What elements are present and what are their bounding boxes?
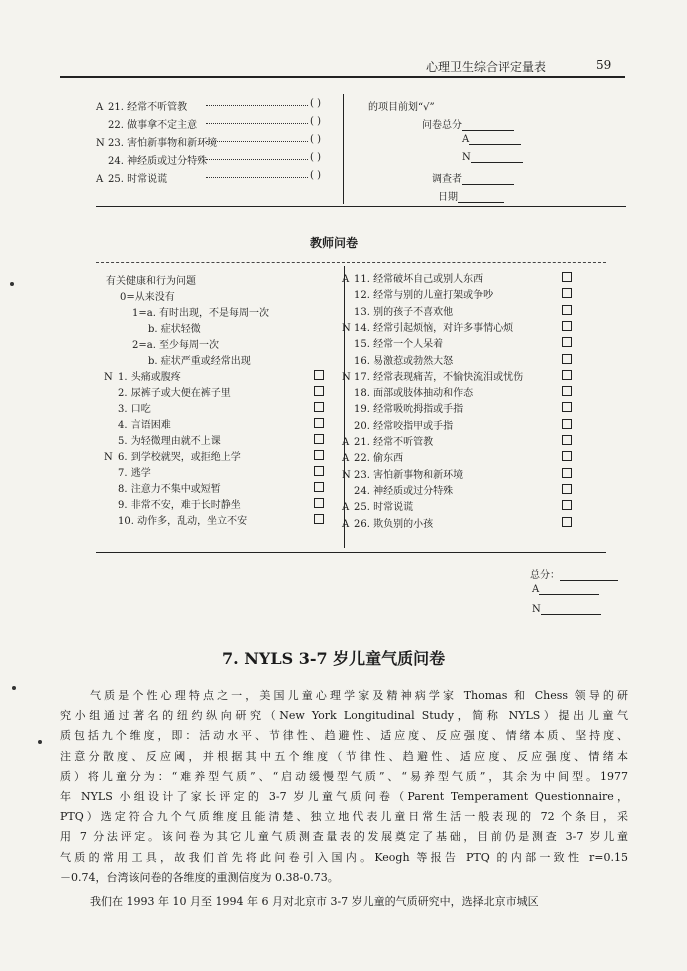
teacher-item — [342, 384, 473, 399]
instruction-text: 的项目前划“√” — [368, 102, 435, 113]
item-text: 神经质或过分特殊 — [373, 485, 454, 497]
answer-checkbox[interactable] — [562, 500, 572, 510]
item-text: 到学校就哭，或拒绝上学 — [130, 452, 241, 463]
teacher-questionnaire-table — [96, 262, 606, 554]
dimension-code: A — [96, 174, 104, 185]
answer-checkbox[interactable] — [562, 386, 572, 396]
item-number: 1. — [118, 372, 128, 383]
item-number: 17. — [354, 371, 370, 383]
item-text: 口吃 — [130, 404, 151, 415]
dimension-code: A — [96, 102, 104, 113]
item-number: 19. — [354, 404, 370, 416]
item-number: 15. — [354, 339, 370, 351]
teacher-item — [342, 286, 493, 301]
legend-score-2a: 2=a. 至少每周一次 — [132, 340, 220, 351]
teacher-item — [342, 352, 453, 367]
item-number: 9. — [118, 500, 128, 511]
item-text: 神经质或过分特殊 — [127, 156, 208, 167]
teacher-item — [342, 319, 513, 334]
dimension-code: A — [342, 274, 350, 285]
item-number: 6. — [118, 452, 128, 463]
answer-checkbox[interactable] — [314, 482, 324, 492]
margin-speck — [38, 740, 42, 744]
teacher-item — [342, 498, 413, 513]
item-number: 24. — [354, 485, 370, 497]
answer-checkbox[interactable] — [562, 370, 572, 380]
teacher-item — [342, 400, 463, 415]
teacher-a-field[interactable] — [532, 584, 599, 595]
item-text: 时常说谎 — [127, 174, 168, 185]
dimension-code: A — [342, 437, 350, 448]
item-number: 2. — [118, 388, 128, 399]
teacher-item — [104, 432, 221, 447]
body-text-line: －0.74，台湾该问卷的各维度的重测信度为 0.38-0.73。 — [60, 870, 339, 884]
teacher-item — [104, 464, 151, 479]
item-number: 22. — [354, 453, 370, 465]
item-text: 经常引起烦恼，对许多事情心烦 — [373, 322, 514, 334]
item-number: 18. — [354, 388, 370, 400]
teacher-item — [342, 449, 403, 464]
item-text: 做事拿不定主意 — [127, 120, 198, 131]
item-text: 言语困难 — [130, 420, 171, 431]
teacher-item — [104, 368, 181, 383]
answer-checkbox[interactable] — [562, 288, 572, 298]
leader-dots — [206, 177, 308, 178]
dimension-code: N — [96, 138, 105, 149]
margin-speck — [12, 686, 16, 690]
legend-heading: 有关健康和行为问题 — [106, 276, 196, 287]
item-text: 易激惹或勃然大怒 — [373, 355, 454, 367]
dimension-code: N — [342, 371, 351, 383]
item-text: 害怕新事物和新环境 — [373, 469, 464, 481]
tail-item — [96, 170, 336, 185]
item-number: 24. — [108, 156, 124, 167]
teacher-item — [342, 482, 453, 497]
item-text: 经常吸吮拇指或手指 — [373, 404, 464, 416]
teacher-item — [342, 303, 453, 318]
tail-item — [96, 134, 336, 149]
leader-dots — [206, 105, 308, 106]
answer-checkbox[interactable] — [314, 386, 324, 396]
body-text-line: PTQ）选定符合九个气质维度且能清楚、独立地代表儿童日常生活一般表现的 72 个条目，采 — [60, 810, 628, 824]
answer-checkbox[interactable] — [562, 354, 572, 364]
answer-checkbox[interactable] — [562, 468, 572, 478]
teacher-questionnaire-title: 教师问卷 — [310, 236, 359, 250]
body-text-line: 我们在 1993 年 10 月至 1994 年 6 月对北京市 3-7 岁儿童的气质研究中，选择北京市城区 — [90, 895, 539, 908]
item-text: 别的孩子不喜欢他 — [373, 306, 454, 318]
teacher-item — [342, 270, 483, 285]
dimension-code: N — [342, 322, 351, 334]
body-text-line: 年 NYLS 小组设计了家长评定的 3-7 岁儿童气质问卷（Parent Temperament Questionnaire， — [60, 790, 628, 803]
teacher-item — [342, 335, 443, 350]
body-text-line: 究小组通过著名的纽约纵向研究（New York Longitudinal Study，简称 NYLS）提出儿童气 — [60, 709, 628, 723]
answer-field[interactable]: ( ) — [310, 98, 321, 109]
tail-item — [96, 116, 336, 131]
answer-checkbox[interactable] — [562, 337, 572, 347]
answer-field[interactable]: ( ) — [310, 134, 321, 145]
item-text: 经常表现痛苦，不愉快流泪或忧伤 — [373, 371, 524, 383]
item-number: 8. — [118, 484, 128, 495]
answer-checkbox[interactable] — [562, 321, 572, 331]
teacher-n-field[interactable] — [532, 604, 601, 615]
answer-checkbox[interactable] — [314, 450, 324, 460]
body-text-line: 质）将儿童分为：“难养型气质”、“启动缓慢型气质”、“易养型气质”，其余为中间型。1977 — [60, 769, 628, 783]
item-number: 13. — [354, 306, 370, 318]
legend-score-0: 0=从来没有 — [120, 292, 175, 303]
teacher-item — [104, 512, 247, 527]
leader-dots — [206, 141, 308, 142]
running-header-title: 心理卫生综合评定量表 — [426, 60, 547, 74]
item-number: 23. — [108, 138, 124, 149]
item-text: 逃学 — [130, 468, 151, 479]
item-text: 注意力不集中或短暂 — [130, 484, 221, 495]
answer-checkbox[interactable] — [562, 435, 572, 445]
item-text: 偷东西 — [373, 453, 404, 465]
investigator-label: 调查者 — [432, 174, 462, 185]
answer-checkbox[interactable] — [562, 272, 572, 282]
header-rule — [60, 76, 625, 78]
dimension-code: N — [104, 372, 113, 383]
item-text: 经常一个人呆着 — [373, 339, 444, 351]
item-text: 非常不安，难于长时静坐 — [130, 500, 241, 511]
body-text-line: 用 7 分法评定。该问卷为其它儿童气质测查量表的发展奠定了基础，目前仍是测查 3-7 岁儿童 — [60, 830, 628, 844]
score-a-label: A — [462, 134, 470, 145]
teacher-n-label: N — [532, 604, 541, 615]
item-number: 21. — [354, 437, 370, 448]
item-text: 经常与别的儿童打架或争吵 — [373, 290, 494, 302]
teacher-item — [342, 417, 453, 432]
answer-checkbox[interactable] — [562, 419, 572, 429]
teacher-item — [104, 416, 171, 431]
item-number: 14. — [354, 322, 370, 334]
answer-checkbox[interactable] — [562, 402, 572, 412]
previous-questionnaire-tail — [96, 98, 626, 218]
answer-checkbox[interactable] — [314, 466, 324, 476]
leader-dots — [206, 123, 308, 124]
dimension-code: A — [342, 502, 350, 514]
item-number: 23. — [354, 469, 370, 481]
item-text: 为轻微理由就不上课 — [130, 436, 221, 447]
legend-score-1b: b. 症状轻微 — [148, 324, 201, 335]
teacher-total-field[interactable] — [530, 566, 618, 581]
item-number: 11. — [354, 274, 370, 285]
item-number: 12. — [354, 290, 370, 302]
teacher-item — [104, 400, 151, 415]
item-text: 害怕新事物和新环境 — [127, 138, 218, 149]
answer-checkbox[interactable] — [314, 370, 324, 380]
item-text: 面部或肢体抽动和作态 — [373, 388, 474, 400]
investigator-field[interactable] — [432, 170, 514, 185]
running-header — [0, 56, 687, 78]
item-text: 动作多，乱动，坐立不安 — [137, 516, 248, 527]
teacher-item — [342, 515, 433, 530]
leader-dots — [206, 159, 308, 160]
margin-speck — [10, 282, 14, 286]
dimension-code: A — [342, 518, 350, 530]
item-number: 4. — [118, 420, 128, 431]
item-number: 10. — [118, 516, 134, 527]
column-divider — [343, 94, 344, 204]
item-number: 16. — [354, 355, 370, 367]
teacher-item — [342, 433, 433, 448]
item-text: 头痛或腹疼 — [130, 372, 181, 383]
answer-checkbox[interactable] — [562, 517, 572, 527]
section-rule — [96, 206, 626, 207]
teacher-item — [342, 466, 463, 481]
item-number: 26. — [354, 518, 370, 530]
teacher-item — [342, 368, 523, 383]
body-text-line: 质包括九个维度，即：活动水平、节律性、趋避性、适应度、反应强度、情绪本质、坚持度、 — [60, 729, 628, 743]
teacher-item — [104, 480, 221, 495]
date-field[interactable] — [438, 188, 504, 203]
teacher-item — [104, 384, 231, 399]
teacher-total-label: 总分： — [530, 570, 560, 581]
table-top-rule — [96, 262, 606, 263]
item-text: 经常破坏自己或别人东西 — [373, 274, 484, 285]
item-number: 7. — [118, 468, 128, 479]
item-text: 经常不听管教 — [373, 437, 434, 448]
page-number: 59 — [596, 58, 612, 72]
item-text: 尿裤子或大便在裤子里 — [130, 388, 231, 399]
item-number: 21. — [108, 102, 124, 113]
teacher-a-label: A — [532, 584, 540, 595]
item-number: 20. — [354, 420, 370, 432]
dimension-code: N — [342, 469, 351, 481]
body-text-line: 注意分散度、反应阈，并根据其中五个维度（节律性、趋避性、适应度、反应强度、情绪本 — [60, 749, 628, 763]
answer-field[interactable]: ( ) — [310, 116, 321, 127]
score-n-field[interactable] — [462, 152, 523, 163]
answer-checkbox[interactable] — [314, 418, 324, 428]
section-heading: 7. NYLS 3-7 岁儿童气质问卷 — [222, 649, 446, 668]
answer-checkbox[interactable] — [314, 498, 324, 508]
answer-checkbox[interactable] — [314, 402, 324, 412]
score-total-field[interactable] — [422, 116, 514, 131]
item-number: 25. — [354, 502, 370, 514]
score-total-label: 问卷总分 — [422, 120, 462, 131]
body-text-line: 气质是个性心理特点之一，美国儿童心理学家及精神病学家 Thomas 和 Chess 领导的研 — [90, 689, 628, 702]
body-text-line: 气质的常用工具，故我们首先将此问卷引入国内。Keogh 等报告 PTQ 的内部一致性 r=0.15 — [60, 850, 628, 864]
score-a-field[interactable] — [462, 134, 521, 145]
legend-score-2b: b. 症状严重或经常出现 — [148, 356, 251, 367]
tail-item — [96, 152, 336, 167]
item-number: 3. — [118, 404, 128, 415]
teacher-item — [104, 448, 241, 463]
dimension-code: N — [104, 452, 113, 463]
teacher-item — [104, 496, 241, 511]
item-number: 5. — [118, 436, 128, 447]
answer-field[interactable]: ( ) — [310, 170, 321, 181]
tail-item — [96, 98, 336, 113]
item-text: 时常说谎 — [373, 502, 414, 514]
item-text: 经常不听管教 — [127, 102, 188, 113]
item-text: 欺负别的小孩 — [373, 518, 434, 530]
item-number: 22. — [108, 120, 124, 131]
answer-checkbox[interactable] — [562, 451, 572, 461]
score-n-label: N — [462, 152, 471, 163]
table-bottom-rule — [96, 552, 606, 553]
answer-checkbox[interactable] — [562, 484, 572, 494]
date-label: 日期 — [438, 192, 458, 203]
answer-checkbox[interactable] — [314, 434, 324, 444]
answer-field[interactable]: ( ) — [310, 152, 321, 163]
dimension-code: A — [342, 453, 350, 465]
legend-score-1a: 1=a. 有时出现，不是每周一次 — [132, 308, 270, 319]
answer-checkbox[interactable] — [562, 305, 572, 315]
item-number: 25. — [108, 174, 124, 185]
answer-checkbox[interactable] — [314, 514, 324, 524]
item-text: 经常咬指甲或手指 — [373, 420, 454, 432]
